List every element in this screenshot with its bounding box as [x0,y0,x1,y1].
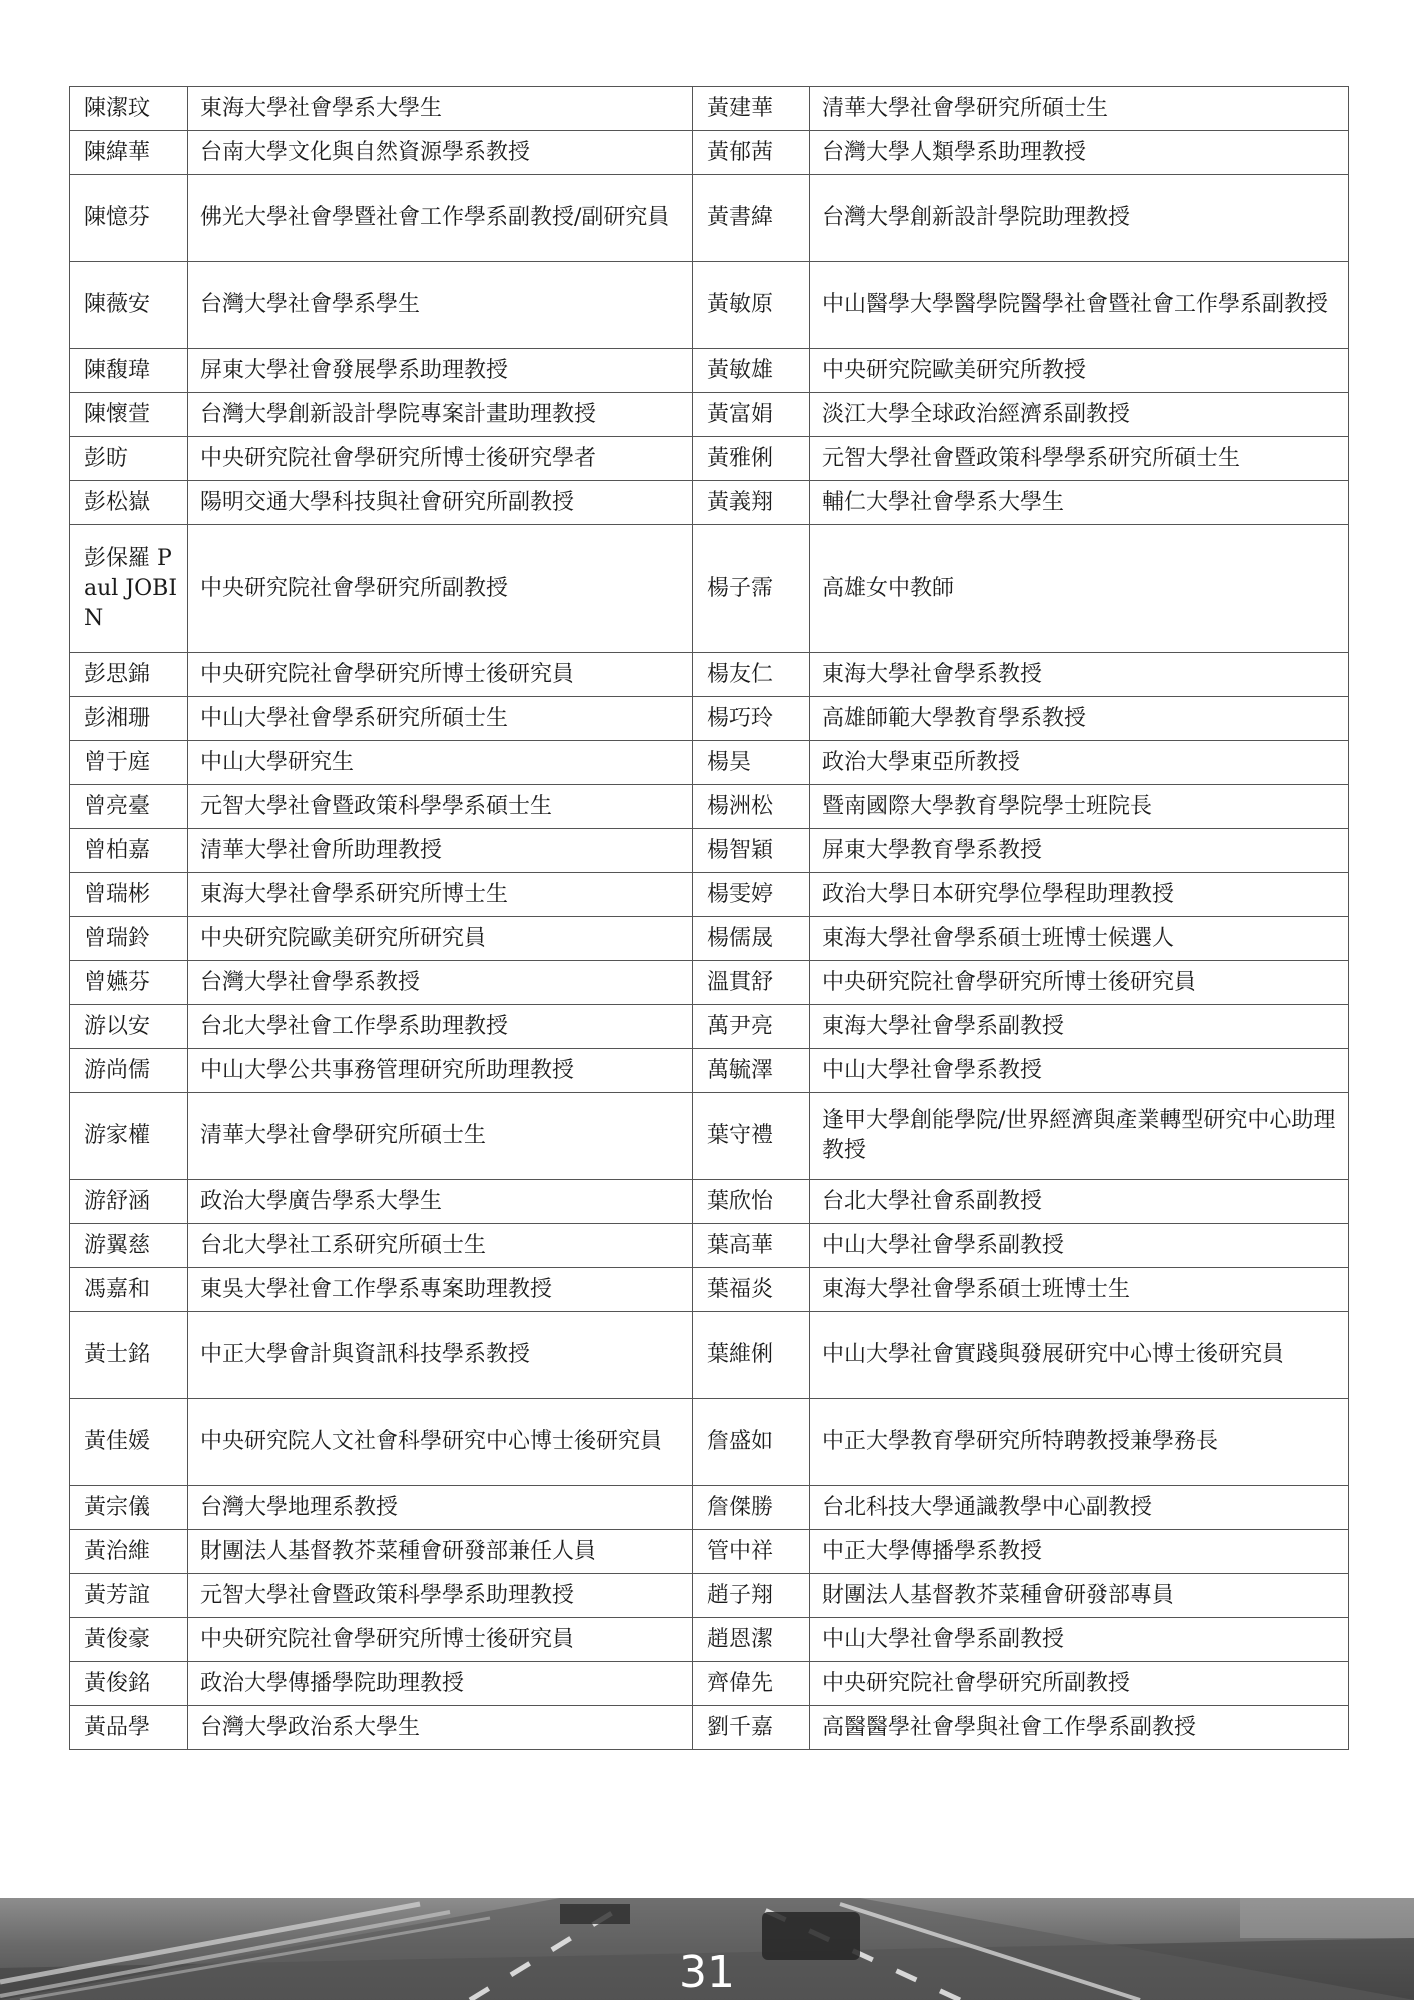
member-affiliation: 台灣大學創新設計學院助理教授 [810,175,1349,262]
member-affiliation: 中山大學研究生 [188,741,693,785]
member-affiliation: 政治大學廣告學系大學生 [188,1180,693,1224]
table-row [70,653,1349,697]
member-name: 楊巧玲 [693,697,810,741]
member-affiliation: 中山大學社會學系副教授 [810,1618,1349,1662]
member-affiliation: 台北大學社會工作學系助理教授 [188,1005,693,1049]
member-name: 黃雅俐 [693,437,810,481]
member-affiliation: 清華大學社會學研究所碩士生 [810,87,1349,131]
member-affiliation: 台北大學社會系副教授 [810,1180,1349,1224]
member-name: 黃佳媛 [70,1399,188,1486]
table-row [70,1312,1349,1399]
roster-body [70,87,1349,1750]
member-affiliation: 中山大學社會實踐與發展研究中心博士後研究員 [810,1312,1349,1399]
member-affiliation: 東海大學社會學系研究所博士生 [188,873,693,917]
member-affiliation: 中央研究院社會學研究所博士後研究員 [188,653,693,697]
member-affiliation: 屏東大學教育學系教授 [810,829,1349,873]
member-affiliation: 中央研究院歐美研究所研究員 [188,917,693,961]
member-name: 黃義翔 [693,481,810,525]
table-row [70,1662,1349,1706]
member-affiliation: 元智大學社會暨政策科學學系助理教授 [188,1574,693,1618]
member-name: 劉千嘉 [693,1706,810,1750]
member-name: 游尚儒 [70,1049,188,1093]
member-affiliation: 陽明交通大學科技與社會研究所副教授 [188,481,693,525]
table-row [70,829,1349,873]
member-name: 黃品學 [70,1706,188,1750]
member-name: 陳薇安 [70,262,188,349]
member-name: 葉守禮 [693,1093,810,1180]
member-name: 黃宗儀 [70,1486,188,1530]
member-affiliation: 政治大學東亞所教授 [810,741,1349,785]
table-row [70,873,1349,917]
member-name: 楊昊 [693,741,810,785]
member-name: 葉福炎 [693,1268,810,1312]
member-affiliation: 中央研究院社會學研究所博士後研究員 [188,1618,693,1662]
member-name: 曾嬿芬 [70,961,188,1005]
page-number: 31 [679,1947,735,1998]
table-row [70,1706,1349,1750]
member-name: 曾瑞彬 [70,873,188,917]
member-name: 曾亮臺 [70,785,188,829]
member-affiliation: 清華大學社會學研究所碩士生 [188,1093,693,1180]
member-name: 彭松嶽 [70,481,188,525]
member-affiliation: 台灣大學政治系大學生 [188,1706,693,1750]
member-affiliation: 台灣大學創新設計學院專案計畫助理教授 [188,393,693,437]
member-affiliation: 中山大學社會學系教授 [810,1049,1349,1093]
member-name: 黃俊豪 [70,1618,188,1662]
member-affiliation: 高雄師範大學教育學系教授 [810,697,1349,741]
member-affiliation: 台北科技大學通識教學中心副教授 [810,1486,1349,1530]
member-affiliation: 台灣大學地理系教授 [188,1486,693,1530]
table-row [70,393,1349,437]
member-name: 楊洲松 [693,785,810,829]
table-row [70,1530,1349,1574]
member-affiliation: 中央研究院社會學研究所副教授 [810,1662,1349,1706]
table-row [70,175,1349,262]
member-name: 詹傑勝 [693,1486,810,1530]
member-affiliation: 東海大學社會學系碩士班博士候選人 [810,917,1349,961]
member-name: 曾于庭 [70,741,188,785]
member-name: 彭保羅 Paul JOBIN [70,525,188,653]
member-name: 黃富娟 [693,393,810,437]
member-affiliation: 中正大學傳播學系教授 [810,1530,1349,1574]
member-affiliation: 中山醫學大學醫學院醫學社會暨社會工作學系副教授 [810,262,1349,349]
member-affiliation: 暨南國際大學教育學院學士班院長 [810,785,1349,829]
table-row [70,437,1349,481]
member-name: 黃芳誼 [70,1574,188,1618]
member-affiliation: 逢甲大學創能學院/世界經濟與產業轉型研究中心助理教授 [810,1093,1349,1180]
member-name: 詹盛如 [693,1399,810,1486]
member-name: 曾柏嘉 [70,829,188,873]
member-affiliation: 台南大學文化與自然資源學系教授 [188,131,693,175]
member-name: 楊儒晟 [693,917,810,961]
member-affiliation: 中正大學教育學研究所特聘教授兼學務長 [810,1399,1349,1486]
member-affiliation: 中正大學會計與資訊科技學系教授 [188,1312,693,1399]
table-row [70,961,1349,1005]
member-affiliation: 財團法人基督教芥菜種會研發部專員 [810,1574,1349,1618]
table-row [70,481,1349,525]
member-name: 葉維俐 [693,1312,810,1399]
member-affiliation: 財團法人基督教芥菜種會研發部兼任人員 [188,1530,693,1574]
table-row [70,1618,1349,1662]
member-name: 葉高華 [693,1224,810,1268]
table-row [70,785,1349,829]
member-name: 彭思錦 [70,653,188,697]
member-affiliation: 中央研究院社會學研究所副教授 [188,525,693,653]
member-name: 楊子霈 [693,525,810,653]
member-affiliation: 中山大學公共事務管理研究所助理教授 [188,1049,693,1093]
member-name: 趙子翔 [693,1574,810,1618]
member-name: 齊偉先 [693,1662,810,1706]
member-name: 葉欣怡 [693,1180,810,1224]
member-affiliation: 中央研究院人文社會科學研究中心博士後研究員 [188,1399,693,1486]
table-row [70,1005,1349,1049]
member-name: 陳緯華 [70,131,188,175]
table-row [70,1049,1349,1093]
member-affiliation: 高雄女中教師 [810,525,1349,653]
table-row [70,1224,1349,1268]
member-name: 曾瑞鈴 [70,917,188,961]
member-affiliation: 東海大學社會學系教授 [810,653,1349,697]
member-affiliation: 政治大學日本研究學位學程助理教授 [810,873,1349,917]
member-name: 萬毓澤 [693,1049,810,1093]
table-row [70,1268,1349,1312]
member-name: 黃郁茜 [693,131,810,175]
member-name: 楊友仁 [693,653,810,697]
member-name: 管中祥 [693,1530,810,1574]
table-row [70,1093,1349,1180]
member-affiliation: 中山大學社會學系副教授 [810,1224,1349,1268]
member-name: 黃書緯 [693,175,810,262]
member-name: 溫貫舒 [693,961,810,1005]
member-name: 黃敏雄 [693,349,810,393]
table-row [70,525,1349,653]
member-affiliation: 淡江大學全球政治經濟系副教授 [810,393,1349,437]
table-row [70,1486,1349,1530]
member-name: 游翼慈 [70,1224,188,1268]
member-affiliation: 東海大學社會學系副教授 [810,1005,1349,1049]
table-row [70,349,1349,393]
table-row [70,917,1349,961]
member-name: 陳馥瑋 [70,349,188,393]
member-affiliation: 高醫醫學社會學與社會工作學系副教授 [810,1706,1349,1750]
member-affiliation: 中央研究院歐美研究所教授 [810,349,1349,393]
table-row [70,741,1349,785]
member-name: 游以安 [70,1005,188,1049]
member-name: 彭湘珊 [70,697,188,741]
member-name: 趙恩潔 [693,1618,810,1662]
table-row [70,1574,1349,1618]
member-name: 楊智穎 [693,829,810,873]
member-affiliation: 中央研究院社會學研究所博士後研究學者 [188,437,693,481]
member-affiliation: 中山大學社會學系研究所碩士生 [188,697,693,741]
member-affiliation: 政治大學傳播學院助理教授 [188,1662,693,1706]
table-row [70,1180,1349,1224]
member-name: 游家權 [70,1093,188,1180]
table-row [70,262,1349,349]
member-name: 黃治維 [70,1530,188,1574]
member-name: 陳懷萱 [70,393,188,437]
member-affiliation: 元智大學社會暨政策科學學系研究所碩士生 [810,437,1349,481]
member-affiliation: 元智大學社會暨政策科學學系碩士生 [188,785,693,829]
member-affiliation: 東海大學社會學系碩士班博士生 [810,1268,1349,1312]
member-roster-table [69,86,1349,1750]
member-affiliation: 台北大學社工系研究所碩士生 [188,1224,693,1268]
member-affiliation: 東吳大學社會工作學系專案助理教授 [188,1268,693,1312]
table-row [70,1399,1349,1486]
member-affiliation: 台灣大學社會學系教授 [188,961,693,1005]
member-name: 楊雯婷 [693,873,810,917]
table-row [70,697,1349,741]
member-affiliation: 屏東大學社會發展學系助理教授 [188,349,693,393]
member-name: 陳憶芬 [70,175,188,262]
member-name: 陳潔玟 [70,87,188,131]
member-affiliation: 台灣大學社會學系學生 [188,262,693,349]
member-affiliation: 清華大學社會所助理教授 [188,829,693,873]
member-name: 黃建華 [693,87,810,131]
member-affiliation: 佛光大學社會學暨社會工作學系副教授/副研究員 [188,175,693,262]
table-row [70,87,1349,131]
member-name: 馮嘉和 [70,1268,188,1312]
member-name: 游舒涵 [70,1180,188,1224]
member-affiliation: 輔仁大學社會學系大學生 [810,481,1349,525]
member-affiliation: 台灣大學人類學系助理教授 [810,131,1349,175]
member-name: 彭昉 [70,437,188,481]
member-affiliation: 中央研究院社會學研究所博士後研究員 [810,961,1349,1005]
member-name: 黃士銘 [70,1312,188,1399]
member-name: 黃俊銘 [70,1662,188,1706]
member-name: 黃敏原 [693,262,810,349]
member-affiliation: 東海大學社會學系大學生 [188,87,693,131]
member-name: 萬尹亮 [693,1005,810,1049]
table-row [70,131,1349,175]
